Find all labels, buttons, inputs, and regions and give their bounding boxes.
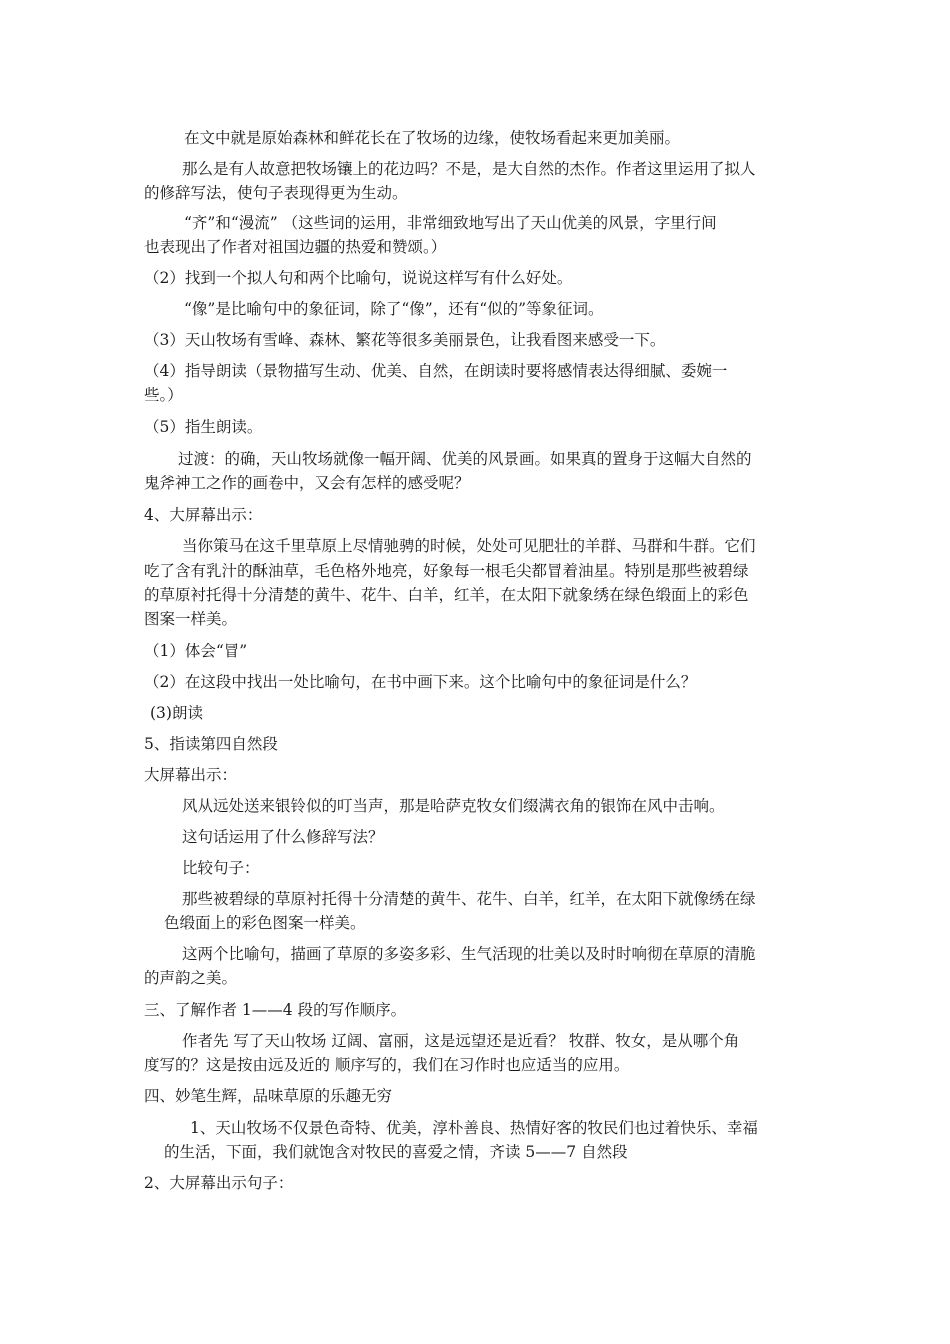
- text-line: 那些被碧绿的草原衬托得十分清楚的黄牛、花牛、白羊，红羊，在太阳下就像绣在绿: [182, 890, 756, 908]
- text-line: 2、大屏幕出示句子：: [144, 1174, 294, 1192]
- text-line: 比较句子：: [182, 859, 260, 877]
- text-line: 色缎面上的彩色图案一样美。: [164, 914, 366, 932]
- text-line: 的生活，下面，我们就饱含对牧民的喜爱之情，齐读 5——7 自然段: [164, 1143, 628, 1161]
- text-line: 鬼斧神工之作的画卷中，又会有怎样的感受呢？: [144, 474, 470, 492]
- text-line: 风从远处送来银铃似的叮当声，那是哈萨克牧女们缀满衣角的银饰在风中击响。: [182, 797, 725, 815]
- text-line: （3）天山牧场有雪峰、森林、繁花等很多美丽景色，让我看图来感受一下。: [144, 331, 666, 349]
- text-line: 四、妙笔生辉，品味草原的乐趣无穷: [144, 1087, 393, 1105]
- text-line: 作者先 写了天山牧场 辽阔、富丽，这是远望还是近看？ 牧群、牧女，是从哪个角: [182, 1032, 740, 1050]
- text-line: 1、天山牧场不仅景色奇特、优美，淳朴善良、热情好客的牧民们也过着快乐、幸福: [190, 1119, 758, 1137]
- text-line: “像”是比喻句中的象征词，除了“像”，还有“似的”等象征词。: [184, 300, 604, 318]
- text-line: 那么是有人故意把牧场镶上的花边吗？不是，是大自然的杰作。作者这里运用了拟人: [182, 160, 756, 178]
- text-line: 4、大屏幕出示：: [144, 506, 263, 524]
- text-line: 这句话运用了什么修辞写法？: [182, 828, 384, 846]
- text-line: 这两个比喻句，描画了草原的多姿多彩、生气活现的壮美以及时时响彻在草原的清脆: [182, 945, 756, 963]
- text-line: 些。）: [144, 386, 183, 404]
- text-line: 在文中就是原始森林和鲜花长在了牧场的边缘，使牧场看起来更加美丽。: [184, 129, 681, 147]
- text-line: “齐”和“漫流” （这些词的运用，非常细致地写出了天山优美的风景，字里行间: [184, 214, 717, 232]
- text-line: （1）体会“冒”: [144, 642, 248, 660]
- text-line: (3)朗读: [150, 704, 203, 722]
- text-line: 度写的？这是按由远及近的 顺序写的，我们在习作时也应适当的应用。: [144, 1056, 630, 1074]
- text-line: 三、了解作者 1——4 段的写作顺序。: [144, 1001, 407, 1019]
- text-line: 的声韵之美。: [144, 969, 238, 987]
- text-line: （4）指导朗读（景物描写生动、优美、自然，在朗读时要将感情表达得细腻、委婉一: [144, 362, 728, 380]
- text-line: 的修辞写法，使句子表现得更为生动。: [144, 184, 408, 202]
- text-line: 也表现出了作者对祖国边疆的热爱和赞颂。）: [144, 238, 447, 256]
- text-line: （2）找到一个拟人句和两个比喻句，说说这样写有什么好处。: [144, 269, 573, 287]
- text-line: （5）指生朗读。: [144, 418, 263, 436]
- text-line: （2）在这段中找出一处比喻句，在书中画下来。这个比喻句中的象征词是什么？: [144, 673, 697, 691]
- text-line: 过渡：的确，天山牧场就像一幅开阔、优美的风景画。如果真的置身于这幅大自然的: [178, 450, 752, 468]
- text-line: 当你策马在这千里草原上尽情驰骋的时候，处处可见肥壮的羊群、马群和牛群。它们: [182, 537, 756, 555]
- text-line: 大屏幕出示：: [144, 766, 238, 784]
- text-line: 图案一样美。: [144, 610, 238, 628]
- text-line: 吃了含有乳汁的酥油草，毛色格外地亮，好象每一根毛尖都冒着油星。特别是那些被碧绿: [144, 562, 749, 580]
- text-line: 5、指读第四自然段: [144, 735, 278, 753]
- text-line: 的草原衬托得十分清楚的黄牛、花牛、白羊，红羊，在太阳下就象绣在绿色缎面上的彩色: [144, 586, 749, 604]
